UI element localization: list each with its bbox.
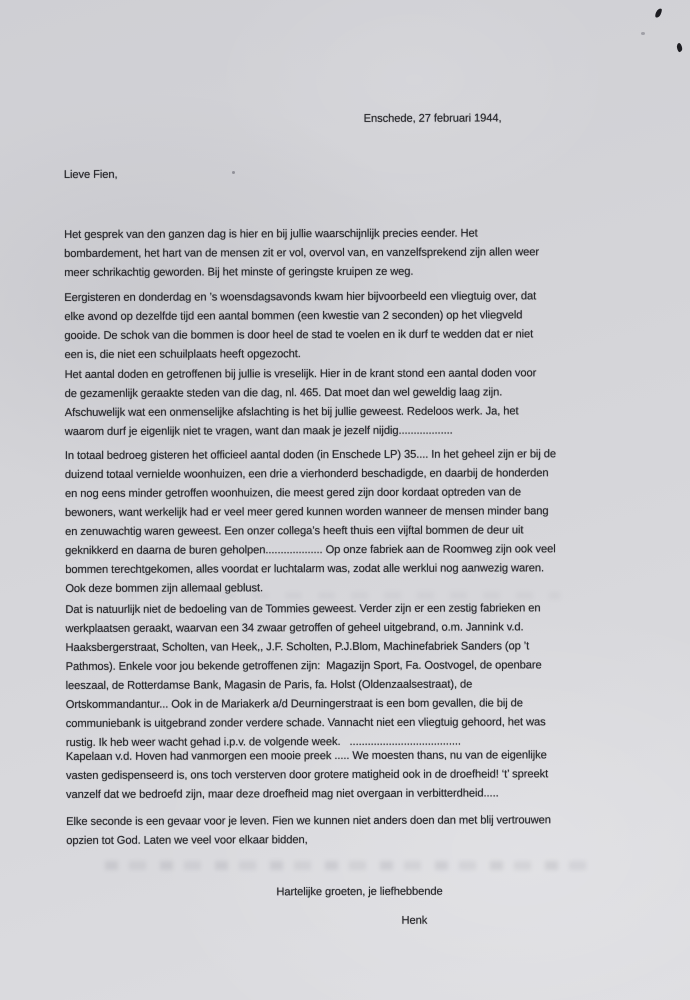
letter-paragraph: Dat is natuurlijk niet de bedoeling van de Tommies geweest. Verder zijn er een zestig fabrieken en werkplaatsen geraakt, waarvan een 34 zwaar getroffen of geheel uitgebrand, o.m. Jannink v.d. Haaksbergerstraat, Scholten, van Heek,, J.F. Scholten, P.J.Blom, Machinefabriek Sanders (op ’t Pathmos). Enkele voor jou bekende getroffenen zijn: Magazijn Sport, Fa. Oostvogel, de openbare leeszaal, de Rotterdamse Bank, Magasin de Paris, fa. Holst (Oldenzaalsestraat), de Ortskommandantur... Ook in de Mariakerk a/d Deurningerstraat is een bom gevallen, die bij de communiebank is uitgebrand zonder verdere schade. Vannacht niet een vliegtuig gehoord, het was rustig. Ik heb weer wacht gehad i.p.v. de volgende week. .....................................: [65, 602, 546, 749]
letter-paragraph: Eergisteren en donderdag en ’s woensdagsavonds kwam hier bijvoorbeeld een vliegtuig over, dat elke avond op dezelfde tijd een aantal bommen (een kwestie van 2 seconden) op het vliegveld gooide. De schok van die bommen is door heel de stad te voelen en ik durf te wedden dat er niet een is, die niet een schuilplaats heeft opgezocht.: [64, 290, 537, 361]
letter-paragraph: Het aantal doden en getroffenen bij jullie is vreselijk. Hier in de krant stond een aantal doden voor de gezamenlijk geraakte steden van die dag, nl. 465. Dat moet dan wel geweldig laag zijn. Afschuwelijk wat een onmenselijke afslachting is het bij jullie geweest. Redeloos werk. Ja, het waarom durf je eigenlijk niet te vragen, want dan maak je jezelf nijdig..................: [64, 367, 537, 438]
dateline: Enschede, 27 februari 1944,: [363, 112, 502, 125]
letter-paragraph: Kapelaan v.d. Hoven had vanmorgen een mooie preek ..... We moesten thans, nu van de eigenlijke vasten gedispenseerd is, ons toch versterven door grotere matigheid ook in de droefheid! ‘t’ spreekt vanzelf dat we bedroefd zijn, maar deze droefheid mag niet overgaan in verbitterdheid.....: [65, 749, 549, 801]
letter-paragraph: Het gesprek van den ganzen dag is hier en bij jullie waarschijnlijk precies eender. Het bombardement, het hart van de mensen zit er vol, overvol van, en vanzelfsprekend zijn allen weer meer schrikachtig geworden. Bij het minste of geringste kruipen ze weg.: [64, 227, 540, 279]
signature-name: Henk: [401, 914, 428, 927]
salutation: Lieve Fien,: [63, 168, 118, 181]
letter-paragraph: In totaal bedroeg gisteren het officieel aantal doden (in Enschede LP) 35.... In het geheel zijn er bij de duizend totaal vernielde woonhuizen, een drie a vierhonderd beschadigde, en daarbij de honderden en nog eens minder getroffen woonhuizen, die meest gered zijn door kordaat optreden van de bewoners, want werkelijk had er veel meer gered kunnen worden wanneer de mensen minder bang en zenuwachtig waren geweest. Een onzer collega’s heeft thuis een vijftal bommen de deur uit geknikkerd en daarna de buren geholpen................... Op onze fabriek aan de Roomweg zijn ook veel bommen terechtgekomen, alles voordat er luchtalarm was, zodat alle werklui nog aanwezig waren. Ook deze bommen zijn allemaal geblust.: [64, 448, 556, 595]
letter-paragraph: Elke seconde is een gevaar voor je leven. Fien we kunnen niet anders doen dan met blij vertrouwen opzien tot God. Laten we veel voor elkaar bidden,: [66, 814, 551, 847]
closing-line: Hartelijke groeten, je liefhebbende: [276, 885, 443, 899]
